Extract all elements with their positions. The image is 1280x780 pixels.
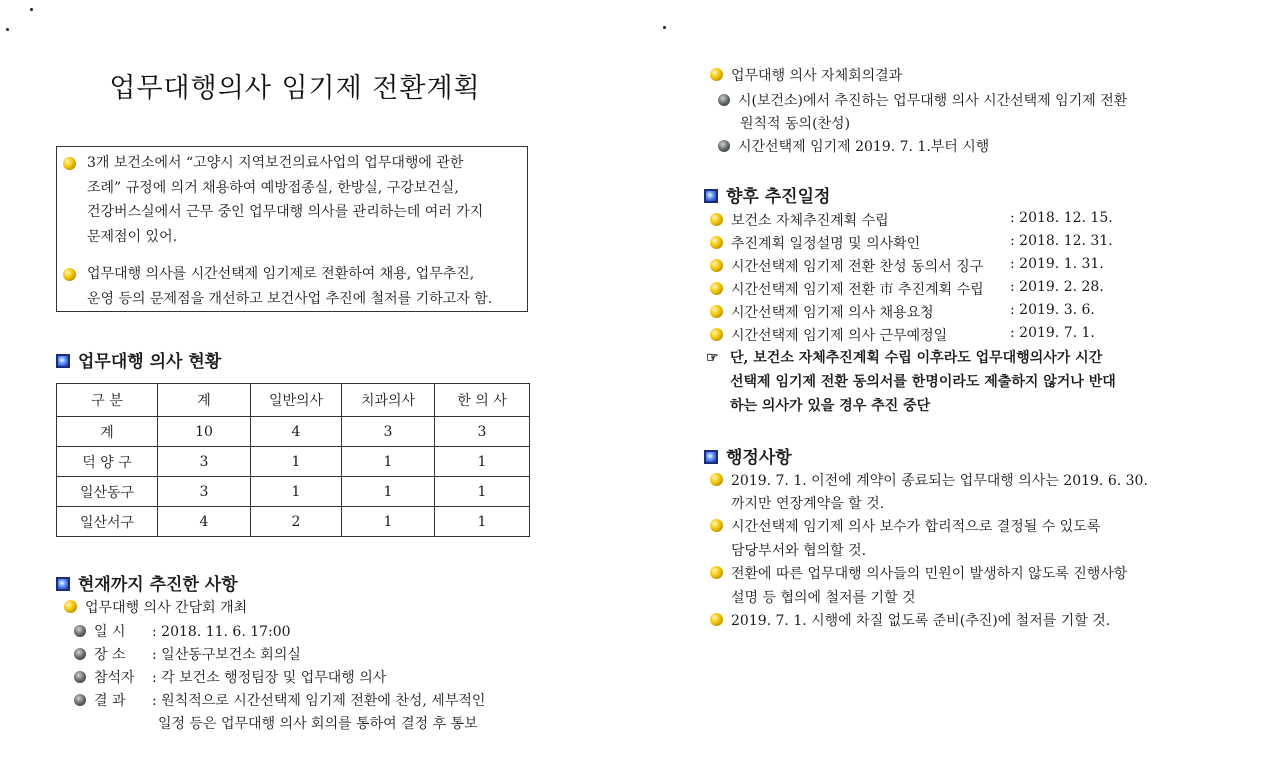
admin-item-cont: 담당부서와 협의할 것. bbox=[731, 543, 867, 559]
table-row bbox=[57, 417, 530, 447]
detail-continuation: 일정 등은 업무대행 의사 회의를 통하여 결정 후 통보 bbox=[158, 716, 478, 732]
detail-value: 2018. 11. 6. 17:00 bbox=[161, 624, 291, 640]
table-header-row bbox=[57, 384, 530, 417]
note-line: 단, 보건소 자체추진계획 수립 이후라도 업무대행의사가 시간 bbox=[730, 350, 1103, 366]
bullet-ball-icon bbox=[710, 613, 723, 626]
admin-item bbox=[710, 563, 1127, 583]
sub-text: 시간선택제 임기제 2019. 7. 1.부터 시행 bbox=[738, 139, 990, 155]
admin-item-text: 전환에 따른 업무대행 의사들의 민원이 발생하지 않도록 진행사항 bbox=[731, 566, 1128, 582]
schedule-date: : 2019. 1. 31. bbox=[1010, 256, 1104, 272]
table-cell: 1 bbox=[435, 447, 530, 477]
table-cell: 3 bbox=[435, 417, 530, 447]
schedule-date: : 2018. 12. 15. bbox=[1010, 210, 1113, 226]
admin-item-text: 시간선택제 임기제 의사 보수가 합리적으로 결정될 수 있도록 bbox=[731, 519, 1101, 535]
detail-colon: : bbox=[152, 647, 162, 663]
bullet-ball-icon bbox=[710, 519, 723, 532]
schedule-task: 시간선택제 임기제 의사 근무예정일 bbox=[731, 328, 948, 344]
bullet-ball-icon bbox=[710, 236, 723, 249]
table-cell: 1 bbox=[342, 477, 435, 507]
admin-item-cont: 설명 등 협의에 철저를 기할 것 bbox=[731, 590, 916, 606]
detail-row bbox=[74, 644, 301, 664]
sub-text: 시(보건소)에서 추진하는 업무대행 의사 시간선택제 임기제 전환 bbox=[738, 93, 1128, 109]
table-row bbox=[57, 507, 530, 537]
admin-item bbox=[710, 610, 1110, 630]
table-header: 치과의사 bbox=[342, 384, 435, 417]
text-line: 운영 등의 문제점을 개선하고 보건사업 추진에 철저를 기하고자 함. bbox=[87, 290, 493, 307]
detail-label: 결 과 bbox=[94, 693, 126, 709]
admin-item bbox=[710, 516, 1100, 536]
doctor-status-table bbox=[56, 383, 530, 537]
note-block bbox=[730, 346, 1116, 418]
schedule-date: : 2018. 12. 31. bbox=[1010, 233, 1113, 249]
schedule-heading-text: 향후 추진일정 bbox=[726, 187, 831, 207]
detail-value: 일산동구보건소 회의실 bbox=[161, 647, 301, 663]
summary-box bbox=[56, 146, 528, 312]
self-meeting-sub bbox=[718, 90, 1127, 110]
meeting-title: 업무대행 의사 간담회 개최 bbox=[85, 600, 248, 616]
progress-heading bbox=[56, 570, 238, 595]
text-line: 3개 보건소에서 “고양시 지역보건의료사업의 업무대행에 관한 bbox=[87, 155, 464, 171]
self-meeting-title: 업무대행 의사 자체회의결과 bbox=[731, 68, 903, 84]
document-title: 업무대행의사 임기제 전환계획 bbox=[109, 73, 481, 104]
schedule-date: : 2019. 2. 28. bbox=[1010, 279, 1104, 295]
detail-colon: : bbox=[152, 624, 162, 640]
table-header: 한 의 사 bbox=[435, 384, 530, 417]
table-cell: 1 bbox=[435, 477, 530, 507]
square-bullet-icon bbox=[56, 354, 70, 368]
table-header: 일반의사 bbox=[251, 384, 342, 417]
table-cell: 1 bbox=[435, 507, 530, 537]
detail-row bbox=[74, 667, 386, 687]
disc-bullet-icon bbox=[718, 94, 730, 106]
bullet-ball-icon bbox=[710, 473, 723, 486]
disc-bullet-icon bbox=[74, 694, 86, 706]
table-cell: 3 bbox=[158, 477, 251, 507]
square-bullet-icon bbox=[704, 450, 718, 464]
schedule-task: 시간선택제 임기제 전환 찬성 동의서 징구 bbox=[731, 259, 984, 275]
detail-row bbox=[74, 690, 485, 710]
disc-bullet-icon bbox=[74, 648, 86, 660]
text-line: 문제점이 있어. bbox=[87, 228, 178, 245]
schedule-item bbox=[710, 325, 1095, 345]
admin-item-text: 2019. 7. 1. 시행에 차질 없도록 준비(추진)에 철저를 기할 것. bbox=[731, 613, 1111, 629]
table-cell: 4 bbox=[251, 417, 342, 447]
detail-label: 장 소 bbox=[94, 647, 126, 663]
square-bullet-icon bbox=[704, 189, 718, 203]
schedule-task: 보건소 자체추진계획 수립 bbox=[731, 213, 889, 229]
bullet-ball-icon bbox=[710, 259, 723, 272]
table-header: 구 분 bbox=[57, 384, 158, 417]
schedule-item bbox=[710, 210, 1113, 230]
detail-row bbox=[74, 621, 291, 641]
schedule-task: 시간선택제 임기제 전환 市 추진계획 수립 bbox=[731, 282, 984, 298]
bullet-ball-icon bbox=[63, 157, 76, 170]
admin-heading bbox=[704, 443, 792, 468]
status-heading bbox=[56, 347, 221, 372]
table-cell: 일산동구 bbox=[57, 477, 158, 507]
text-line: 업무대행 의사를 시간선택제 임기제로 전환하여 채용, 업무추진, bbox=[87, 266, 475, 282]
schedule-item bbox=[710, 256, 1104, 276]
schedule-task: 시간선택제 임기제 의사 채용요청 bbox=[731, 305, 934, 321]
detail-colon: : bbox=[152, 670, 162, 686]
admin-item-text: 2019. 7. 1. 이전에 계약이 종료되는 업무대행 의사는 2019. 6. 30. bbox=[731, 473, 1148, 489]
self-meeting-item bbox=[710, 65, 902, 85]
disc-bullet-icon bbox=[74, 625, 86, 637]
table-cell: 3 bbox=[342, 417, 435, 447]
disc-bullet-icon bbox=[718, 140, 730, 152]
table-cell: 덕 양 구 bbox=[57, 447, 158, 477]
bullet-ball-icon bbox=[710, 213, 723, 226]
table-cell: 1 bbox=[251, 447, 342, 477]
table-cell: 1 bbox=[251, 477, 342, 507]
bullet-ball-icon bbox=[710, 566, 723, 579]
detail-label: 일 시 bbox=[94, 624, 126, 640]
table-header: 계 bbox=[158, 384, 251, 417]
self-meeting-sub bbox=[718, 136, 989, 156]
admin-item-cont: 까지만 연장계약을 할 것. bbox=[731, 496, 885, 512]
detail-value: 각 보건소 행정팀장 및 업무대행 의사 bbox=[161, 670, 387, 686]
table-cell: 계 bbox=[57, 417, 158, 447]
detail-label: 참석자 bbox=[94, 670, 135, 686]
bullet-ball-icon bbox=[710, 305, 723, 318]
note-line: 하는 의사가 있을 경우 추진 중단 bbox=[730, 398, 931, 414]
note-line: 선택제 임기제 전환 동의서를 한명이라도 제출하지 않거나 반대 bbox=[730, 374, 1116, 390]
schedule-item bbox=[710, 233, 1113, 253]
meeting-item bbox=[64, 597, 247, 617]
table-cell: 10 bbox=[158, 417, 251, 447]
detail-colon: : bbox=[152, 693, 162, 709]
table-row bbox=[57, 477, 530, 507]
schedule-item bbox=[710, 302, 1095, 322]
summary-paragraph-1 bbox=[87, 151, 527, 249]
bullet-ball-icon bbox=[64, 600, 77, 613]
table-cell: 3 bbox=[158, 447, 251, 477]
admin-item bbox=[710, 469, 1148, 493]
bullet-ball-icon bbox=[710, 68, 723, 81]
bullet-ball-icon bbox=[710, 328, 723, 341]
schedule-item bbox=[710, 279, 1104, 299]
table-cell: 4 bbox=[158, 507, 251, 537]
table-cell: 1 bbox=[342, 507, 435, 537]
table-cell: 2 bbox=[251, 507, 342, 537]
schedule-task: 추진계획 일정설명 및 의사확인 bbox=[731, 236, 921, 252]
summary-paragraph-2 bbox=[87, 262, 527, 311]
note-marker: ☞ bbox=[706, 350, 719, 366]
progress-heading-text: 현재까지 추진한 사항 bbox=[78, 575, 238, 595]
table-cell: 1 bbox=[342, 447, 435, 477]
disc-bullet-icon bbox=[74, 671, 86, 683]
text-line: 조례” 규정에 의거 채용하여 예방접종실, 한방실, 구강보건실, bbox=[87, 179, 459, 196]
schedule-date: : 2019. 7. 1. bbox=[1010, 325, 1095, 341]
status-heading-text: 업무대행 의사 현황 bbox=[78, 352, 222, 372]
self-meeting-sub-cont: 원칙적 동의(찬성) bbox=[740, 116, 851, 132]
bullet-ball-icon bbox=[710, 282, 723, 295]
table-row bbox=[57, 447, 530, 477]
bullet-ball-icon bbox=[63, 268, 76, 281]
text-line: 건강버스실에서 근무 중인 업무대행 의사를 관리하는데 여러 가지 bbox=[87, 204, 484, 220]
schedule-date: : 2019. 3. 6. bbox=[1010, 302, 1095, 318]
detail-value: 원칙적으로 시간선택제 임기제 전환에 찬성, 세부적인 bbox=[161, 693, 486, 709]
square-bullet-icon bbox=[56, 577, 70, 591]
table-cell: 일산서구 bbox=[57, 507, 158, 537]
schedule-heading bbox=[704, 182, 830, 207]
admin-heading-text: 행정사항 bbox=[726, 448, 792, 468]
